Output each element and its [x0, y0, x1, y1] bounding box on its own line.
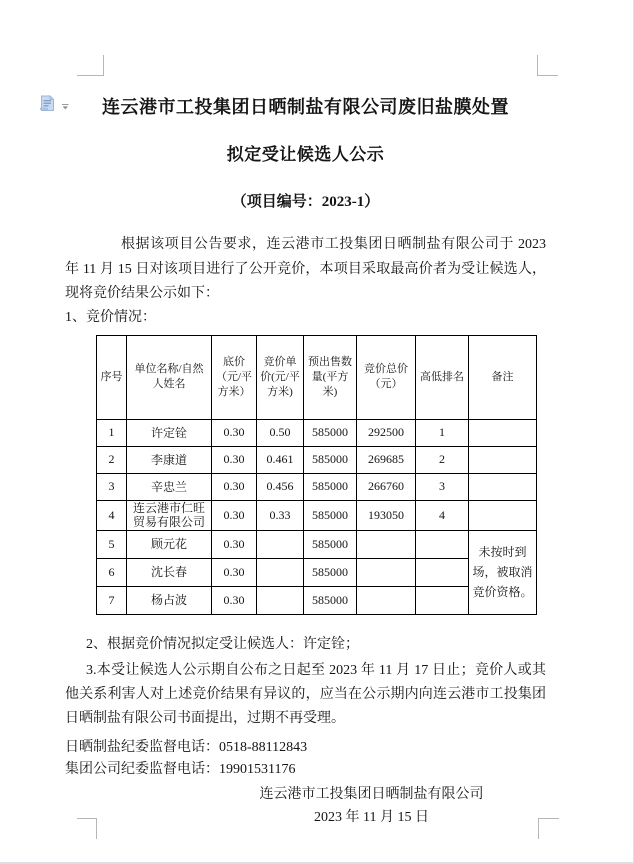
- cell-remark: [469, 419, 537, 446]
- cell-unit-price: 0.50: [257, 419, 304, 446]
- cell-rank: 2: [416, 446, 469, 473]
- cell-no: 7: [97, 586, 127, 614]
- cell-quantity: 585000: [304, 530, 357, 558]
- cell-total-price: [357, 530, 416, 558]
- contact-block: [65, 737, 546, 781]
- col-header-unit-price: 竞价单价(元/平方米): [257, 335, 304, 419]
- cell-rank: 1: [416, 419, 469, 446]
- document-content: [65, 0, 546, 829]
- project-number: （项目编号：2023-1）: [231, 194, 380, 210]
- table-row: [97, 446, 537, 473]
- page-title-line1: 连云港市工投集团日晒制盐有限公司废旧盐膜处置: [102, 97, 509, 117]
- cell-remark: [469, 473, 537, 500]
- cell-rank: 3: [416, 473, 469, 500]
- cell-no: 1: [97, 419, 127, 446]
- col-header-base-price: 底价（元/平方米）: [212, 335, 257, 419]
- page-title-line2: 拟定受让候选人公示: [226, 145, 385, 164]
- cell-unit-price: [257, 558, 304, 586]
- supervision-phone-line2: 集团公司纪委监督电话：19901531176: [65, 761, 296, 777]
- signature-block: [65, 783, 546, 829]
- cell-quantity: 585000: [304, 500, 357, 530]
- cell-remark: [469, 446, 537, 473]
- cell-quantity: 585000: [304, 446, 357, 473]
- col-header-remark: 备注: [469, 335, 537, 419]
- cell-base-price: 0.30: [212, 586, 257, 614]
- cell-remark: [469, 500, 537, 530]
- document-paste-icon: [37, 95, 58, 118]
- cell-rank: [416, 586, 469, 614]
- table-header-row: [97, 335, 537, 419]
- cell-unit-price: 0.33: [257, 500, 304, 530]
- cell-name: 李康道: [127, 446, 212, 473]
- signature-company: 连云港市工投集团日晒制盐有限公司: [259, 786, 484, 802]
- col-header-total-price: 竞价总价（元）: [357, 335, 416, 419]
- cell-unit-price: [257, 530, 304, 558]
- cell-name: 辛忠兰: [127, 473, 212, 500]
- cell-rank: 4: [416, 500, 469, 530]
- cell-unit-price: 0.456: [257, 473, 304, 500]
- cell-no: 6: [97, 558, 127, 586]
- cell-unit-price: 0.461: [257, 446, 304, 473]
- cell-name: 连云港市仁旺贸易有限公司: [127, 500, 212, 530]
- cell-quantity: 585000: [304, 473, 357, 500]
- cell-total-price: [357, 558, 416, 586]
- cell-quantity: 585000: [304, 419, 357, 446]
- cell-base-price: 0.30: [212, 419, 257, 446]
- cell-total-price: 292500: [357, 419, 416, 446]
- cell-total-price: [357, 586, 416, 614]
- cell-rank: [416, 558, 469, 586]
- section2-paragraph: 2、根据竞价情况拟定受让候选人：许定铨；: [86, 636, 359, 652]
- cell-no: 3: [97, 473, 127, 500]
- section1-label: 1、竞价情况：: [65, 309, 156, 325]
- cell-no: 5: [97, 530, 127, 558]
- cell-remark-merged: 未按时到场，被取消竞价资格。: [469, 530, 537, 614]
- cell-base-price: 0.30: [212, 473, 257, 500]
- signature-date: 2023 年 11 月 15 日: [314, 809, 429, 825]
- table-row: [97, 530, 537, 558]
- cell-quantity: 585000: [304, 558, 357, 586]
- cell-no: 4: [97, 500, 127, 530]
- cell-name: 杨占波: [127, 586, 212, 614]
- cell-name: 许定铨: [127, 419, 212, 446]
- cell-total-price: 266760: [357, 473, 416, 500]
- cell-base-price: 0.30: [212, 446, 257, 473]
- cell-rank: [416, 530, 469, 558]
- cell-no: 2: [97, 446, 127, 473]
- table-row: [97, 419, 537, 446]
- bid-results-table: [96, 335, 537, 615]
- cell-quantity: 585000: [304, 586, 357, 614]
- col-header-rank: 高低排名: [416, 335, 469, 419]
- cell-total-price: 193050: [357, 500, 416, 530]
- cell-base-price: 0.30: [212, 500, 257, 530]
- cell-name: 顾元花: [127, 530, 212, 558]
- col-header-no: 序号: [97, 335, 127, 419]
- cell-base-price: 0.30: [212, 530, 257, 558]
- section3-paragraph: 3.本受让候选人公示期自公布之日起至 2023 年 11 月 17 日止；竞价人或其他关系利害人对上述竞价结果有异议的，应当在公示期内向连云港市工投集团日晒制盐有限公司书面提出，过期不再受理。: [65, 662, 546, 726]
- table-row: [97, 473, 537, 500]
- cell-unit-price: [257, 586, 304, 614]
- table-row: [97, 500, 537, 530]
- supervision-phone-line1: 日晒制盐纪委监督电话：0518-88112843: [65, 739, 308, 755]
- intro-paragraph: 根据该项目公告要求，连云港市工投集团日晒制盐有限公司于 2023 年 11 月 15 日对该项目进行了公开竞价，本项目采取最高价者为受让候选人，现将竞价结果公示如下：: [65, 237, 546, 301]
- col-header-quantity: 预出售数量(平方米): [304, 335, 357, 419]
- cell-base-price: 0.30: [212, 558, 257, 586]
- cell-name: 沈长春: [127, 558, 212, 586]
- cell-total-price: 269685: [357, 446, 416, 473]
- col-header-name: 单位名称/自然人姓名: [127, 335, 212, 419]
